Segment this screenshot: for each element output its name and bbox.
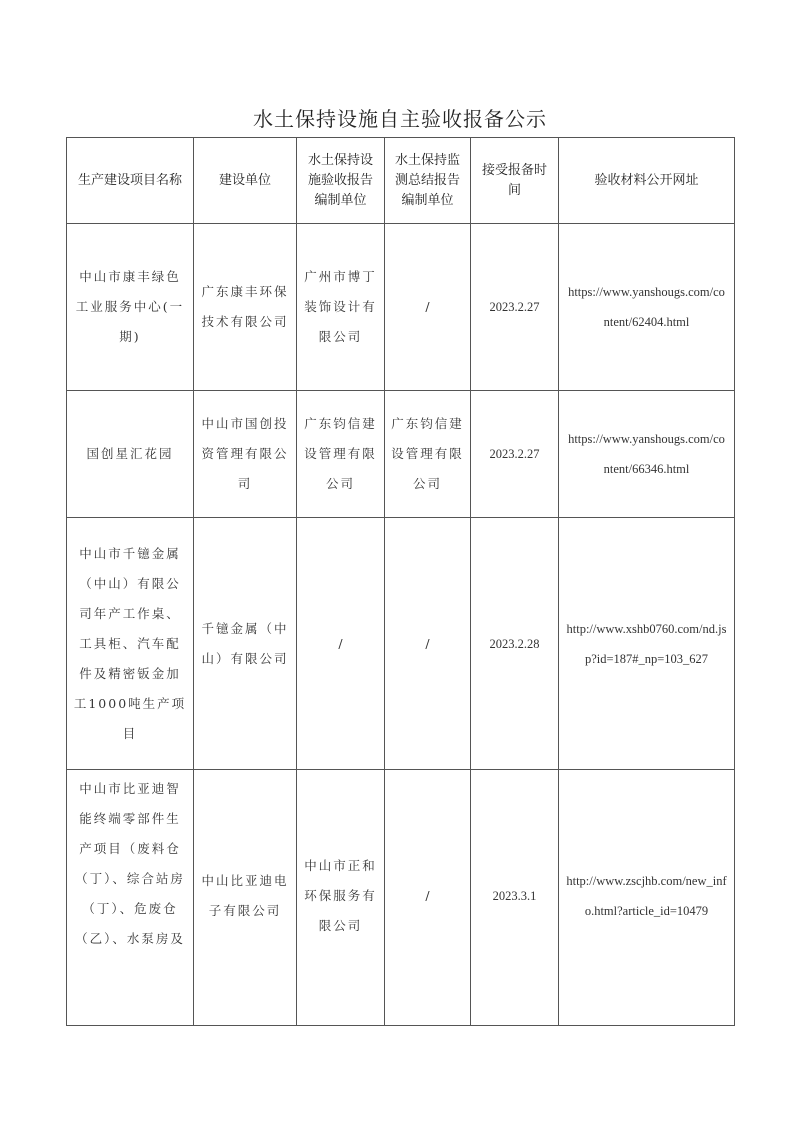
cell-date: 2023.2.27 [471,224,559,391]
filing-table [66,137,735,1026]
page-title: 水土保持设施自主验收报备公示 [253,107,547,131]
cell-builder [194,770,297,1026]
cell-monitor-unit: / [385,224,471,391]
header-url: 验收材料公开网址 [559,138,735,224]
cell-url-text[interactable]: http://www.zscjhb.com/new_info.html?article_id=10479 [566,873,727,918]
cell-date: 2023.2.28 [471,518,559,770]
cell-date [471,770,559,1026]
cell-project-text: 中山市比亚迪智能终端零部件生产项目（废料仓（丁）、综合站房（丁）、危废仓（乙）、水泵房及 [75,781,185,946]
cell-url-link[interactable]: https://www.yanshougs.com/content/66346.html [559,391,735,518]
cell-project: 国创星汇花园 [67,391,194,518]
cell-monitor-unit: / [385,518,471,770]
cell-report-unit: 广州市博丁装饰设计有限公司 [297,224,385,391]
cell-monitor-unit: 广东钧信建设管理有限公司 [385,391,471,518]
cell-monitor-unit [385,770,471,1026]
cell-project: 中山市康丰绿色工业服务中心(一期) [67,224,194,391]
cell-report-unit-text: 中山市正和环保服务有限公司 [304,857,377,933]
cell-url-link[interactable] [559,770,735,1026]
cell-url-link[interactable]: https://www.yanshougs.com/content/62404.html [559,224,735,391]
table-row [67,770,735,1026]
table-row [67,391,735,518]
cell-report-unit: / [297,518,385,770]
header-project: 生产建设项目名称 [67,138,194,224]
cell-monitor-unit-text: / [425,887,430,903]
header-date: 接受报备时间 [471,138,559,224]
cell-builder: 中山市国创投资管理有限公司 [194,391,297,518]
cell-project: 中山市千镱金属（中山）有限公司年产工作桌、工具柜、汽车配件及精密钣金加工1000吨生产项目 [67,518,194,770]
header-builder: 建设单位 [194,138,297,224]
table-row [67,518,735,770]
header-monitor-unit: 水土保持监测总结报告编制单位 [385,138,471,224]
table-row [67,224,735,391]
cell-url-link[interactable]: http://www.xshb0760.com/nd.jsp?id=187#_np=103_627 [559,518,735,770]
cell-project [67,770,194,1026]
cell-date-text: 2023.3.1 [492,888,537,903]
cell-report-unit: 广东钧信建设管理有限公司 [297,391,385,518]
table-header-row [67,138,735,224]
cell-builder: 千镱金属（中山）有限公司 [194,518,297,770]
cell-builder: 广东康丰环保技术有限公司 [194,224,297,391]
cell-date: 2023.2.27 [471,391,559,518]
cell-builder-text: 中山比亚迪电子有限公司 [201,872,289,918]
cell-report-unit [297,770,385,1026]
header-report-unit: 水土保持设施验收报告编制单位 [297,138,385,224]
